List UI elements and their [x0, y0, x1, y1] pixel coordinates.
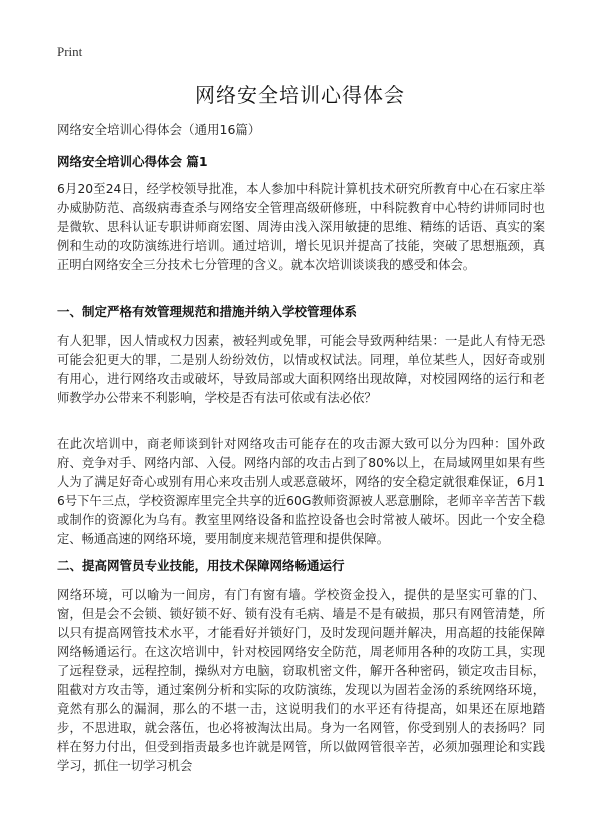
print-link[interactable]: Print: [57, 44, 83, 59]
paragraph-intro: 6月20至24日，经学校领导批准，本人参加中科院计算机技术研究所教育中心在石家庄举办威胁防范、高级病毒查杀与网络安全管理高级研修班，中科院教育中心特约讲师同时也是微软、思科认证专职讲师商宏图、周涛由浅入深用敏捷的思维、精练的话语、真实的案例和生动的攻防演练进行培训。通过培训，增长见识并提高了技能，突破了思想瓶颈，真正明白网络安全三分技术七分管理的含义。就本次培训谈谈我的感受和体会。: [57, 182, 545, 272]
document-subtitle: 网络安全培训心得体会（通用16篇）: [57, 122, 261, 137]
section-heading-2: 二、提高网管员专业技能，用技术保障网络畅通运行: [57, 558, 345, 573]
section-heading-1: 一、制定严格有效管理规范和措施并纳入学校管理体系: [57, 304, 358, 319]
paragraph-section1-a: 有人犯罪，因人情或权力因素，被轻判或免罪，可能会导致两种结果：一是此人有恃无恐可能会犯更大的罪，二是别人纷纷效仿，以情或权试法。同理，单位某些人，因好奇或别有用心，进行网络攻击或破坏，导致局部或大面积网络出现故障，对校园网络的运行和老师教学办公带来不利影响，学校是否有法可依或有法必依？: [57, 334, 545, 405]
part-heading: 网络安全培训心得体会 篇1: [57, 154, 208, 169]
paragraph-section2-a: 网络环境，可以喻为一间房，有门有窗有墙。学校资金投入，提供的是坚实可靠的门、窗，但是会不会锁、锁好锁不好、锁有没有毛病、墙是不是有破损，那只有网管清楚，所以只有提高网管技术水平，才能看好并锁好门，及时发现问题并解决，用高超的技能保障网络畅通运行。在这次培训中，针对校园网络安全防范，周老师用各种的攻防工具，实现了远程登录，远程控制，操纵对方电脑，窃取机密文件，解开各种密码，锁定攻击目标，阻截对方攻击等，通过案例分析和实际的攻防演练，发现以为固若金汤的系统网络环境，竟然有那么的漏洞，那么的不堪一击，这说明我们的水平还有待提高，如果还在原地踏步，不思进取，就会落伍，也必将被淘汰出局。身为一名网管，你受到别人的表扬吗？同样在努力付出，但受到指责最多也许就是网管，所以做网管很辛苦，必须加强理论和实践学习，抓住一切学习机会: [57, 588, 545, 773]
document-title: 网络安全培训心得体会: [195, 83, 405, 107]
paragraph-section1-b: 在此次培训中，商老师谈到针对网络攻击可能存在的攻击源大致可以分为四种：国外政府、竞争对手、网络内部、入侵。网络内部的攻击占到了80%以上，在局域网里如果有些人为了满足好奇心或别有用心来攻击别人或恶意破坏，网络的安全稳定就很难保证，6月16号下午三点，学校资源库里完全共享的近60G教师资源被人恶意删除，老师辛辛苦苦下载或制作的资源化为乌有。教室里网络设备和监控设备也会时常被人破坏。因此一个安全稳定、畅通高速的网络环境，要用制度来规范管理和提供保障。: [57, 437, 545, 546]
